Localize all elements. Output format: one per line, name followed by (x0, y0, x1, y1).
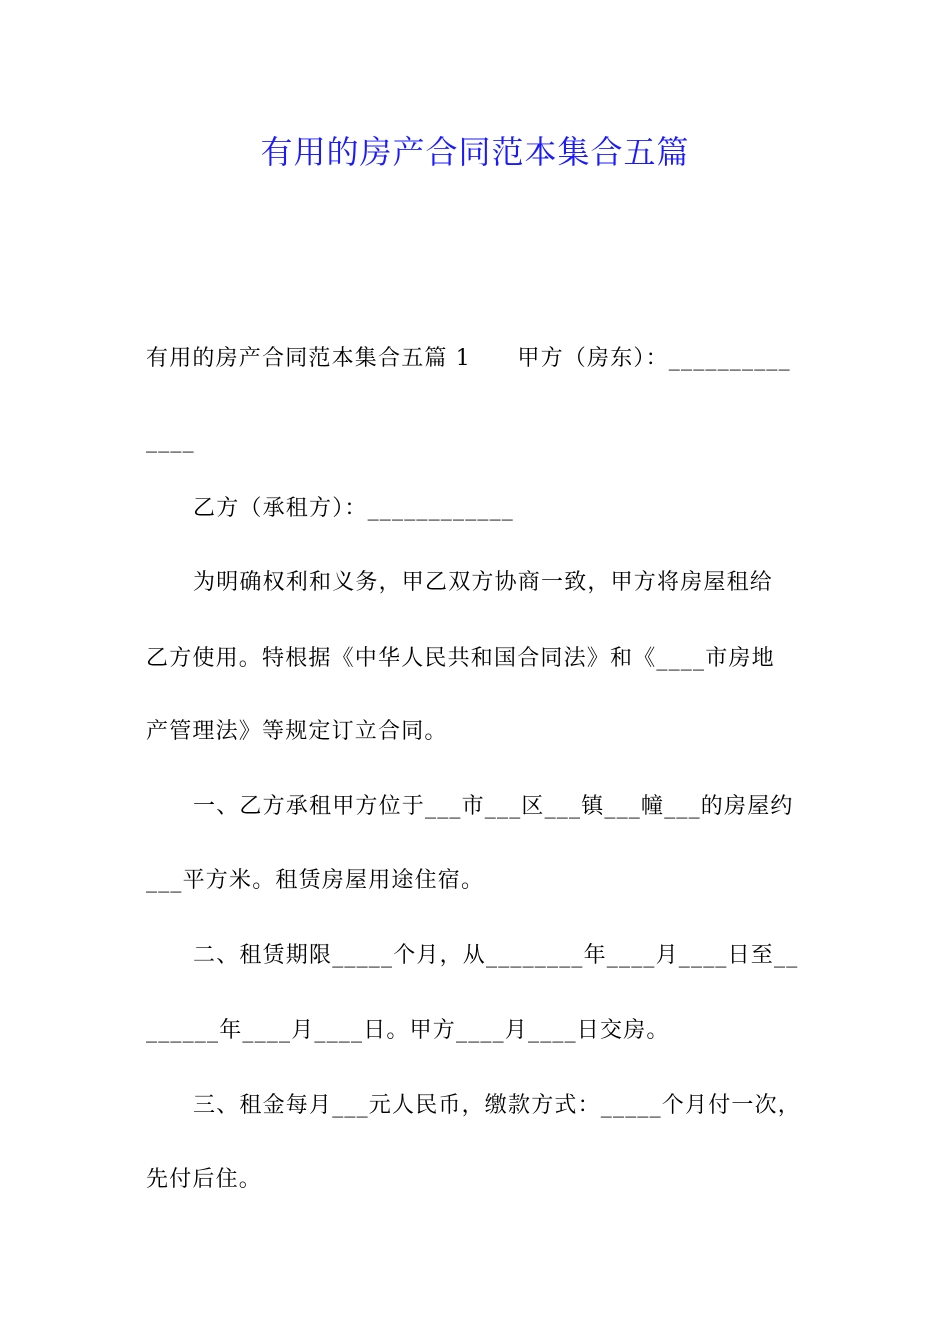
paragraph-line-4: 为明确权利和义务，甲乙双方协商一致，甲方将房屋租给 (193, 570, 774, 595)
paragraph-line-3: 乙方（承租方）：____________ (193, 496, 515, 521)
paragraph-line-10: ______年____月____日。甲方____月____日交房。 (146, 1018, 670, 1043)
paragraph-line-7: 一、乙方承租甲方位于___市___区___镇___幢___的房屋约 (193, 794, 794, 819)
paragraph-line-2: ____ (146, 428, 195, 453)
paragraph-line-12: 先付后住。 (146, 1167, 263, 1192)
paragraph-line-8: ___平方米。租赁房屋用途住宿。 (146, 868, 485, 893)
paragraph-line-6: 产管理法》等规定订立合同。 (146, 719, 448, 744)
paragraph-line-5: 乙方使用。特根据《中华人民共和国合同法》和《____市房地 (146, 646, 775, 671)
paragraph-line-11: 三、租金每月___元人民币，缴款方式：_____个月付一次， (193, 1093, 802, 1118)
paragraph-line-9: 二、租赁期限_____个月，从________年____月____日至__ (193, 943, 799, 968)
paragraph-line-1: 有用的房产合同范本集合五篇 1 甲方（房东）：__________ (146, 346, 791, 371)
document-title: 有用的房产合同范本集合五篇 (260, 133, 690, 171)
